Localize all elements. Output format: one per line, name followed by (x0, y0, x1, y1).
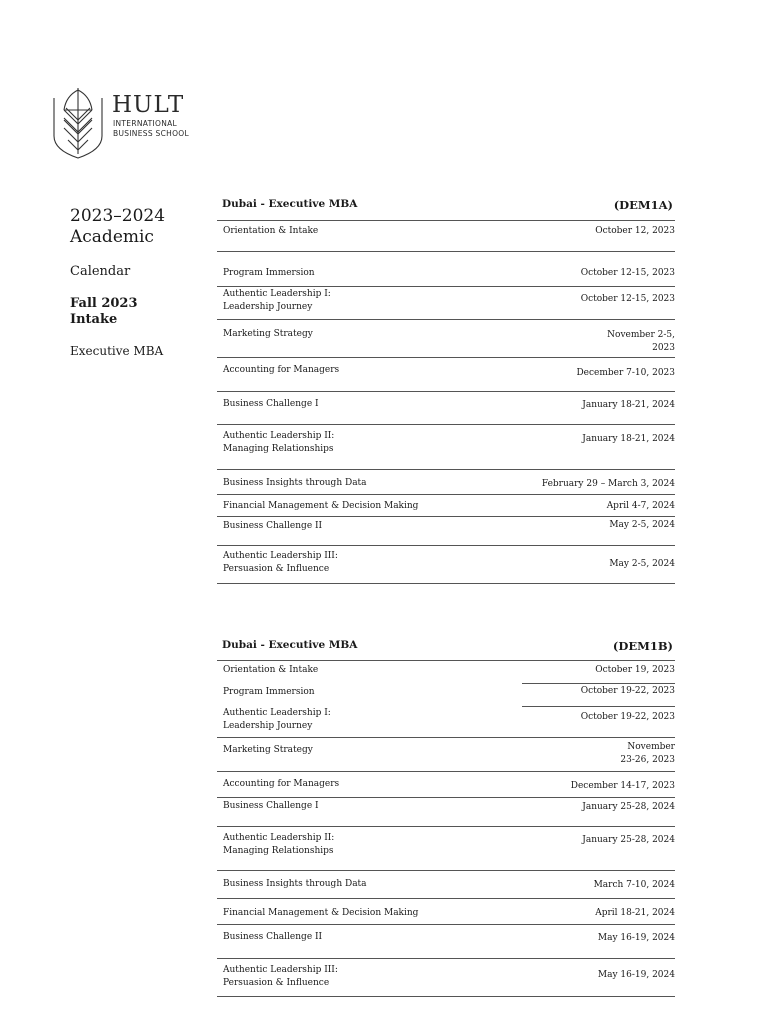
logo-line-1: INTERNATIONAL (113, 119, 178, 128)
row-divider (217, 898, 675, 899)
course-date: May 2-5, 2024 (609, 520, 675, 530)
course-date: October 12-15, 2023 (580, 294, 675, 304)
course-date: October 19-22, 2023 (580, 686, 675, 696)
row-divider (217, 424, 675, 425)
course-date: March 7-10, 2024 (593, 880, 675, 890)
course-name-business-insights-through-data: Business Insights through Data (223, 879, 367, 889)
intake-label: Fall 2023 Intake (70, 296, 138, 327)
course-date: October 19-22, 2023 (580, 712, 675, 722)
course-name-financial-management-decision-making: Financial Management & Decision Making (223, 501, 419, 511)
table-title: Dubai - Executive MBA (222, 198, 358, 210)
course-date: October 19, 2023 (595, 665, 675, 675)
course-name-authentic-leadership-iii: Authentic Leadership III: Persuasion & Influence (223, 965, 338, 988)
course-name-financial-management-decision-making: Financial Management & Decision Making (223, 908, 419, 918)
course-name-business-insights-through-data: Business Insights through Data (223, 478, 367, 488)
row-divider (217, 958, 675, 959)
course-name-marketing-strategy: Marketing Strategy (223, 329, 313, 339)
row-divider (217, 870, 675, 871)
course-date: May 16-19, 2024 (597, 933, 675, 943)
course-name-accounting-for-managers: Accounting for Managers (223, 365, 340, 375)
course-name-authentic-leadership-i: Authentic Leadership I: Leadership Journey (223, 708, 331, 731)
row-divider (217, 924, 675, 925)
course-name-authentic-leadership-i: Authentic Leadership I: Leadership Journey (223, 289, 331, 312)
row-divider (217, 469, 675, 470)
course-date: January 18-21, 2024 (582, 400, 675, 410)
course-date: October 12, 2023 (595, 226, 675, 236)
course-date: April 4-7, 2024 (606, 501, 675, 511)
row-divider (217, 319, 675, 320)
course-name-business-challenge-i: Business Challenge I (223, 801, 319, 811)
table-header-rule (217, 220, 675, 221)
row-divider (217, 771, 675, 772)
course-date: December 7-10, 2023 (576, 368, 675, 378)
course-date: May 2-5, 2024 (609, 559, 675, 569)
row-divider (217, 251, 675, 252)
course-date: October 12-15, 2023 (580, 268, 675, 278)
table-code: (DEM1B) (612, 639, 673, 653)
row-divider (217, 494, 675, 495)
course-name-accounting-for-managers: Accounting for Managers (223, 779, 340, 789)
logo-wordmark: HULT (112, 92, 185, 118)
calendar-label: Calendar (70, 264, 131, 279)
table-bottom-rule (217, 996, 675, 997)
table-bottom-rule (217, 583, 675, 584)
program-label: Executive MBA (70, 344, 164, 358)
course-name-program-immersion: Program Immersion (223, 687, 315, 697)
course-name-orientation-intake: Orientation & Intake (223, 665, 319, 675)
row-divider (217, 516, 675, 517)
course-date: April 18-21, 2024 (595, 908, 675, 918)
course-name-business-challenge-ii: Business Challenge II (223, 521, 323, 531)
logo-line-2: BUSINESS SCHOOL (113, 129, 189, 138)
course-name-authentic-leadership-ii: Authentic Leadership II: Managing Relationships (223, 431, 335, 454)
course-date: November 2-5, 2023 (607, 330, 675, 353)
row-divider (522, 706, 675, 707)
course-date: January 25-28, 2024 (582, 835, 675, 845)
table-code: (DEM1A) (613, 198, 673, 212)
course-date: January 18-21, 2024 (582, 434, 675, 444)
row-divider (522, 683, 675, 684)
academic-year-heading: 2023–2024 Academic (70, 206, 166, 247)
row-divider (217, 286, 675, 287)
course-name-orientation-intake: Orientation & Intake (223, 226, 319, 236)
course-date: December 14-17, 2023 (570, 781, 675, 791)
course-name-business-challenge-ii: Business Challenge II (223, 932, 323, 942)
course-date: February 29 – March 3, 2024 (541, 479, 675, 489)
table-title: Dubai - Executive MBA (222, 639, 358, 651)
hult-emblem-icon (52, 84, 104, 160)
course-date: May 16-19, 2024 (597, 970, 675, 980)
course-name-authentic-leadership-ii: Authentic Leadership II: Managing Relationships (223, 833, 335, 856)
hult-logo (52, 84, 202, 160)
row-divider (217, 357, 675, 358)
course-name-authentic-leadership-iii: Authentic Leadership III: Persuasion & Influence (223, 551, 338, 574)
row-divider (217, 545, 675, 546)
table-header-rule (217, 660, 675, 661)
course-date: January 25-28, 2024 (582, 802, 675, 812)
row-divider (217, 737, 675, 738)
row-divider (217, 391, 675, 392)
row-divider (217, 797, 675, 798)
row-divider (217, 826, 675, 827)
course-name-business-challenge-i: Business Challenge I (223, 399, 319, 409)
course-name-marketing-strategy: Marketing Strategy (223, 745, 313, 755)
course-name-program-immersion: Program Immersion (223, 268, 315, 278)
course-date: November 23-26, 2023 (620, 742, 675, 765)
